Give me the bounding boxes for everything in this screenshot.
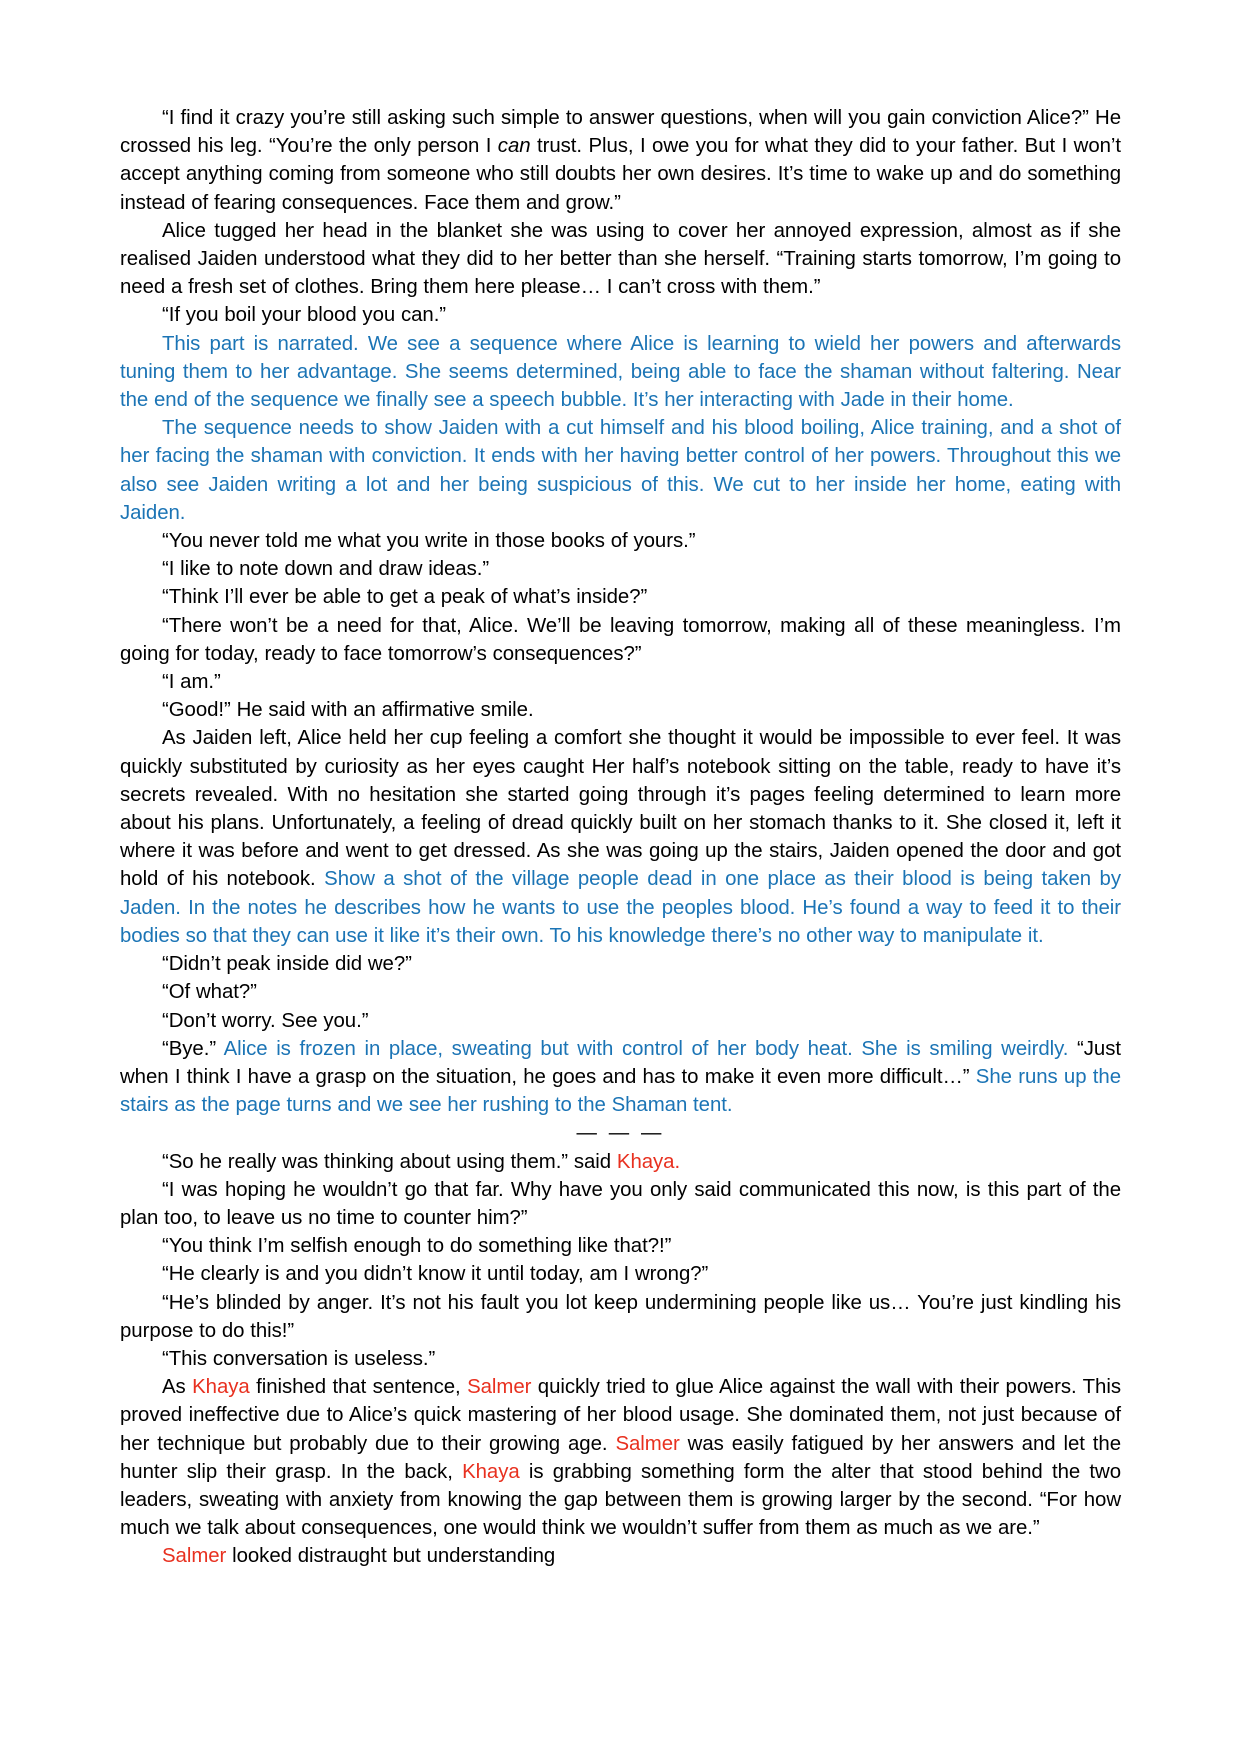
prose-run: “He clearly is and you didn’t know it until today, am I wrong?” [162,1263,709,1286]
prose-run: “Bye.” [162,1037,224,1060]
prose-run: “I was hoping he wouldn’t go that far. Why have you only said communicated this now, is this part of the plan too, to leave us no time to counter him?” [120,1178,1121,1229]
prose-run: As [162,1376,193,1399]
character-name: Salmer [467,1376,532,1399]
prose-run: “Think I’ll ever be able to get a peak of what’s inside?” [162,586,648,609]
document-body [120,104,1121,1571]
paragraph [120,217,1121,302]
prose-run: trust. Plus, I owe you for what they did to your father. But I won’t accept anything coming from someone who still doubts her own desires. It’s time to wake up and do something instead of fearing consequences. Face them and grow.” [120,135,1121,214]
prose-run: can [497,135,531,158]
prose-run: “Didn’t peak inside did we?” [162,953,412,976]
character-name: Khaya [462,1460,520,1483]
paragraph [120,1176,1121,1232]
prose-run: “I like to note down and draw ideas.” [162,558,490,581]
paragraph [120,104,1121,217]
prose-run: was easily fatigued by her answers and let the hunter slip their grasp. In the back, [120,1432,1122,1483]
character-name: Khaya [616,1150,675,1173]
prose-run: “You think I’m selfish enough to do something like that?!” [162,1235,672,1258]
prose-run: Alice tugged her head in the blanket she was using to cover her annoyed expression, almost as if she realised Jaiden understood what they did to her better than she herself. “Training starts tomorrow, I’m going to need a fresh set of clothes. Bring them here please… I can’t cross with them.” [120,219,1121,299]
paragraph [120,301,1121,329]
prose-run: “I find it crazy you’re still asking such simple to answer questions, when will you gain conviction Alice?” He crossed his leg. “You’re the only person I [120,107,1121,158]
character-name: Salmer [615,1432,680,1455]
prose-run: “If you boil your blood you can.” [162,304,447,327]
prose-run: “Just when I think I have a grasp on the situation, he goes and has to make it even more difficult…” [120,1037,1121,1088]
paragraph [120,696,1121,724]
prose-run: “Good!” He said with an affirmative smile. [162,699,534,722]
prose-run: “Of what?” [162,981,257,1004]
prose-run: “Don’t worry. See you.” [162,1009,369,1032]
paragraph [120,330,1121,415]
paragraph [120,1542,1121,1570]
paragraph [120,950,1121,978]
paragraph [120,555,1121,583]
prose-run: “You never told me what you write in those books of yours.” [162,530,696,553]
prose-run: finished that sentence, [249,1376,468,1399]
character-name: . [674,1150,681,1173]
narration-run: She runs up the stairs as the page turns and we see her rushing to the Shaman tent. [120,1065,1121,1117]
paragraph [120,1232,1121,1260]
paragraph [120,978,1121,1006]
paragraph [120,527,1121,555]
character-name: Khaya [192,1376,250,1399]
paragraph [120,668,1121,696]
paragraph [120,1007,1121,1035]
prose-run: is grabbing something form the alter that stood behind the two leaders, sweating with anxiety from knowing the gap between them is growing larger by the second. “For how much we talk about consequences, one would think we wouldn’t suffer from them as much as we are.” [120,1460,1122,1540]
paragraph [120,1035,1121,1120]
narration-run: The sequence needs to show Jaiden with a cut himself and his blood boiling, Alice training, and a shot of her facing the shaman with conviction. It ends with her having better control of her powers. Throughout this we also see Jaiden writing a lot and her being suspicious of this. We cut to her inside her home, eating with Jaiden. [120,417,1121,524]
paragraph [120,612,1121,668]
narration-run: This part is narrated. We see a sequence where Alice is learning to wield her powers and afterwards tuning them to her advantage. She seems determined, being able to face the shaman without faltering. Near the end of the sequence we finally see a speech bubble. It’s her interacting with Jade in their home. [120,332,1121,412]
prose-run: “So he really was thinking about using them.” said [162,1150,617,1173]
paragraph [120,724,1121,950]
paragraph [120,1148,1121,1176]
paragraph [120,583,1121,611]
prose-run: “He’s blinded by anger. It’s not his fault you lot keep undermining people like us… You’re just kindling his purpose to do this!” [120,1291,1121,1342]
paragraph [120,1373,1121,1542]
prose-run: quickly tried to glue Alice against the wall with their powers. This proved ineffective due to Alice’s quick mastering of her blood usage. She dominated them, not just because of her technique but probably due to their growing age. [120,1376,1121,1455]
prose-run: “This conversation is useless.” [162,1347,436,1370]
paragraph [120,414,1121,527]
paragraph [120,1289,1121,1345]
prose-run: “I am.” [162,671,221,694]
prose-run: looked distraught but understanding [226,1545,556,1568]
paragraph [120,1260,1121,1288]
paragraph [120,1345,1121,1373]
narration-run: Alice is frozen in place, sweating but with control of her body heat. She is smiling weirdly. [223,1037,1069,1060]
prose-run: As Jaiden left, Alice held her cup feeling a comfort she thought it would be impossible to ever feel. It was quickly substituted by curiosity as her eyes caught Her half’s notebook sitting on the table, ready to have it’s secrets revealed. With no hesitation she started going through it’s pages feeling determined to learn more about his plans. Unfortunately, a feeling of dread quickly built on her stomach thanks to it. She closed it, left it where it was before and went to get dressed. As she was going up the stairs, Jaiden opened the door and got hold of his notebook. [120,727,1121,891]
narration-run: Show a shot of the village people dead in one place as their blood is being taken by Jaden. In the notes he describes how he wants to use the peoples blood. He’s found a way to feed it to their bodies so that they can use it like it’s their own. To his knowledge there’s no other way to manipulate it. [120,868,1121,947]
prose-run: “There won’t be a need for that, Alice. We’ll be leaving tomorrow, making all of these meaningless. I’m going for today, ready to face tomorrow’s consequences?” [120,614,1121,665]
scene-divider: — — — [576,1122,665,1145]
character-name: Salmer [162,1545,227,1568]
